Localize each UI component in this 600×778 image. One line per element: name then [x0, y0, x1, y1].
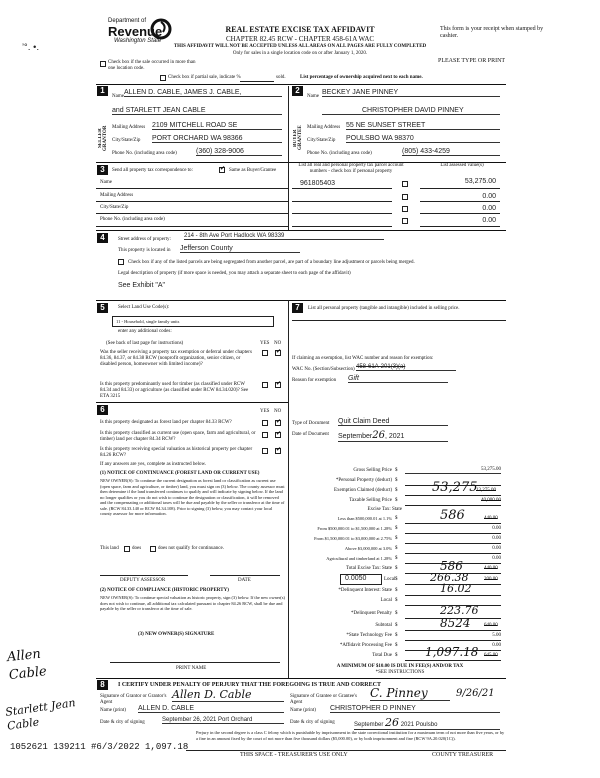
interest-label: *Delinquent Interest: State: [338, 588, 392, 593]
certify-statement: I CERTIFY UNDER PENALTY OF PERJURY THAT THE FOREGOING IS TRUE AND CORRECT: [118, 682, 381, 688]
doc-date-month: September: [338, 433, 373, 440]
subtotal-hand: 8524: [440, 616, 471, 630]
located-in: Jefferson County: [180, 245, 300, 253]
tier1-dollar: $: [395, 516, 398, 521]
notice2-title: (2) NOTICE OF COMPLIANCE (HISTORIC PROPERTY): [100, 588, 229, 593]
seller-phone: (360) 328-9006: [196, 148, 282, 156]
grantee-date-day: 26: [385, 716, 400, 729]
form-warning: THIS AFFIDAVIT WILL NOT BE ACCEPTED UNLESS ALL AREAS ON ALL PAGES ARE FULLY COMPLETED: [173, 44, 427, 49]
value-rule-2: [420, 213, 500, 214]
value-0: 53,275.00: [464, 178, 496, 185]
claiming-exemption-label: If claiming an exemption, list WAC number and reason for exemption:: [292, 356, 434, 361]
doc-date-label: Date of Document: [292, 432, 329, 437]
assessor-date-line: [210, 575, 280, 576]
taxable-struck: 40,000.00: [481, 498, 501, 503]
s5-q2-yes[interactable]: [262, 382, 268, 388]
land-use-label: Select Land Use Code(s):: [118, 305, 170, 310]
buyer-name-line2: CHRISTOPHER DAVID PINNEY: [322, 107, 500, 115]
tier2-dollar: $: [395, 526, 398, 531]
tier4-line: [405, 553, 501, 554]
buyer-city-label: City/State/Zip: [307, 138, 336, 143]
reason-label: Reason for exemption: [292, 378, 337, 383]
value-3: 0.00: [482, 217, 496, 224]
s3-city-label: City/State/Zip: [100, 205, 129, 210]
deputy-assessor-line: [100, 575, 188, 576]
see-back-label: (See back of last page for instructions): [106, 341, 184, 346]
seller-phone-label: Phone No. (including area code): [112, 151, 177, 156]
local-label: Local: [384, 577, 396, 582]
local-dollar: $: [395, 577, 398, 582]
revenue-swirl-icon: [150, 18, 172, 40]
tier1-label: Less than $500,000.01 at 1.1%: [337, 516, 392, 521]
parcel-2-personal-checkbox[interactable]: [402, 206, 408, 212]
subtotal-label: Subtotal: [375, 623, 392, 628]
value-rule-3: [420, 226, 500, 227]
ag-dollar: $: [395, 556, 398, 561]
grantee-name: CHRISTOPHER D PINNEY: [330, 705, 500, 713]
exemption-line: [405, 495, 501, 496]
exemption-struck: 13,275.00: [476, 488, 496, 493]
see-instructions: *SEE INSTRUCTIONS: [375, 670, 425, 675]
interest-line: [405, 595, 501, 596]
perjury-note: Perjury in the second degree is a class C felony which is punishable by imprisonment in the state correctional institution for a maximum term of not more than five years, or by a fine in an amount fixed by the court of not more than five thousand dollars ($5,000.00), or by both imprisonment and fine (RCW 9A.20.020(1C)).: [196, 730, 505, 741]
margin-signature-2: Starlett Jean Cable: [4, 696, 77, 733]
taxable-line: [405, 505, 501, 506]
ag-label: Agricultural and timberland at 1.28%: [326, 556, 392, 561]
enter-additional-label: enter any additional codes:: [118, 329, 172, 334]
s6-no-header: NO: [274, 409, 282, 414]
wac-value: 458-61A-201(3)(a): [356, 364, 456, 371]
total-due-struck: 645.00: [484, 653, 498, 658]
sig-grantee: C. Pinney: [370, 686, 450, 701]
seller-side-label: SELLER GRANTOR: [98, 125, 108, 151]
s5-q1: Was the seller receiving a property tax exemption or deferral under chapters 84.36, 84.37, or 84.38 RCW (nonprofit organization, senior citizen, or disabled person, homeowner with limited income)?: [100, 350, 252, 367]
gross-value: 53,275.00: [405, 467, 501, 474]
local-rate: 0.0050: [345, 575, 367, 582]
assessed-header: List assessed value(s): [440, 163, 484, 168]
buyer-phone-label: Phone No. (including area code): [307, 151, 372, 156]
s3-rule-3: [96, 213, 288, 214]
treasurer-space: THIS SPACE - TREASURER'S USE ONLY: [240, 752, 348, 758]
new-owner-sig-label: (3) NEW OWNER(S) SIGNATURE: [138, 632, 215, 637]
s6-q3: Is this property receiving special valuation as historical property per chapter 84.26 RCW?: [100, 447, 253, 458]
section-1-top-rule: [96, 84, 506, 85]
buyer-mailing-label: Mailing Address: [307, 125, 341, 130]
section-5-number: 5: [97, 303, 108, 313]
section-1-number: 1: [97, 86, 108, 96]
grantee-date-month: September: [354, 722, 384, 728]
buyer-city: POULSBO WA 98370: [346, 135, 500, 143]
s3-mailing-label: Mailing Address: [100, 193, 134, 198]
partial-sale-checkbox[interactable]: [160, 75, 166, 81]
interest-state-hand: 16.02: [440, 582, 472, 595]
parcel-header: List all real and personal property tax parcel account numbers - check box if personal property: [298, 163, 404, 174]
tier3-value: 0.00: [492, 536, 501, 541]
s3-rule-4: [96, 226, 288, 227]
s5-no-header: NO: [274, 341, 282, 346]
form-chapter: CHAPTER 82.45 RCW - CHAPTER 458-61A WAC: [225, 35, 375, 43]
print-name-label: PRINT NAME: [176, 666, 207, 671]
buyer-side-label: BUYER GRANTEE: [293, 125, 303, 151]
personal-deduct-dollar: $: [395, 478, 398, 483]
s6-if-yes: If any answers are yes, complete as instructed below.: [100, 462, 207, 467]
s6-q1-yes[interactable]: [262, 420, 268, 426]
notice1-body: NEW OWNER(S): To continue the current designation as forest land or classification as current use (open space, farm and agriculture, or timber) land, you must sign on (3) below. The county assessor must then determine if the land transferred continues to qualify and will indicate by signing below. If the land no longer qualifies or you do not wish to continue the designation or classification, it will be removed and the compensating or additional taxes will be due and payable by the seller or transferor at the time of sale. (RCW 84.33.140 or RCW 84.34.108). Prior to signing (3) below, you may contact your local county assessor for more information.: [100, 478, 285, 516]
logo-revenue: Revenue: [108, 24, 163, 39]
tier3-label: From $1,500,000.01 to $3,000,000 at 2.75%: [314, 536, 392, 541]
this-land-label: This land: [100, 546, 119, 551]
notice1-title: (1) NOTICE OF CONTINUANCE (FOREST LAND OR CURRENT USE): [100, 471, 260, 476]
total-state-hand: 586: [440, 559, 463, 573]
total-due-hand: 1,097.18: [425, 645, 479, 659]
minimum-note: A MINIMUM OF $10.00 IS DUE IN FEE(S) AND/OR TAX: [336, 664, 464, 669]
s6-q3-no-check-icon: ✔: [276, 447, 282, 453]
stamp-marks: ’°․ •․: [22, 42, 40, 52]
s6-q2-yes[interactable]: [262, 432, 268, 438]
section-6-top-rule: [96, 402, 288, 403]
total-due-line: [405, 660, 501, 661]
wac-label: WAC No. (Section/Subsection): [292, 367, 355, 372]
grantor-name: ALLEN D. CABLE: [138, 705, 284, 713]
same-as-buyer-check-icon: ✔: [220, 166, 226, 172]
multi-location-label: Check box if the sale occurred in more than one location code.: [108, 60, 196, 71]
s3-rule-2: [96, 201, 288, 202]
land-does-not-checkbox[interactable]: [150, 546, 156, 552]
subtotal-struck: 640.00: [484, 623, 498, 628]
section-4-number: 4: [97, 233, 108, 243]
grantor-date: September 26, 2021 Port Orchard: [162, 717, 284, 724]
seller-city: PORT ORCHARD WA 98366: [152, 135, 282, 143]
send-to-label: Send all property tax correspondence to:: [112, 168, 193, 173]
tier3-line: [405, 543, 501, 544]
doc-date-day: 26: [372, 430, 385, 441]
doc-type-label: Type of Document: [292, 421, 330, 426]
penalty-label: *Delinquent Penalty: [351, 611, 392, 616]
section-8-top-rule: [96, 678, 506, 679]
logo-dept-of: Department of: [108, 18, 147, 24]
grantee-date-rest: 2021 Poulsbo: [400, 722, 438, 728]
parcel-0-personal-checkbox[interactable]: [402, 181, 408, 187]
sig-grantee-label: Signature of Grantee or Grantee's Agent: [290, 694, 357, 705]
grantee-date: [354, 716, 500, 730]
buyer-mailing: 55 NE SUNSET STREET: [346, 122, 500, 130]
interest-dollar: $: [395, 588, 398, 593]
multi-location-checkbox[interactable]: [100, 61, 106, 67]
s6-q3-yes[interactable]: [262, 448, 268, 454]
partial-sale-sold: sold.: [276, 75, 286, 80]
section-5-top-rule: [96, 300, 506, 301]
assessor-date-label: DATE: [238, 578, 251, 583]
tier4-dollar: $: [395, 546, 398, 551]
parcel-rule-3: [292, 226, 392, 227]
doc-date: [338, 430, 448, 442]
s5-q1-yes[interactable]: [262, 350, 268, 356]
land-use-select[interactable]: [112, 316, 274, 327]
section-7-number: 7: [292, 303, 303, 313]
section-3-number: 3: [97, 165, 108, 175]
reason-value: Gift: [348, 375, 448, 383]
land-use-value: 11 - Household, single family units: [116, 319, 180, 324]
tech-fee-label: *State Technology Fee: [346, 633, 392, 638]
seller-mailing-label: Mailing Address: [112, 125, 146, 130]
parcel-0: 961805403: [300, 180, 336, 187]
s6-q2: Is this property classified as current use (open space, farm and agricultural, or timber) land per chapter 84.34 RCW?: [100, 431, 256, 442]
gross-label: Gross Selling Price: [353, 468, 392, 473]
affidavit-fee-label: *Affidavit Processing Fee: [339, 643, 392, 648]
street-address: 214 - 8th Ave Port Hadlock WA 98339: [184, 233, 384, 240]
value-2: 0.00: [482, 205, 496, 212]
buyer-name-label: Name: [307, 94, 319, 99]
total-due-label: Total Due: [372, 653, 392, 658]
s5-q2: Is this property predominantly used for timber (as classified under RCW 84.34 and 84.33) or agriculture (as classified under RCW 84.34.020)? See ETA 3215: [100, 382, 249, 399]
tier1-line: [405, 523, 501, 524]
tier1-struck: 440.00: [484, 516, 498, 521]
parcel-1-personal-checkbox[interactable]: [402, 194, 408, 200]
notice2-body: NEW OWNER(S): To continue special valuation as historic property, sign (3) below. If the new owner(s) does not wish to continue, all additional tax calculated pursuant to chapter 84.26 RCW, shall be due and payable by the seller or transferor at the time of sale.: [100, 595, 285, 611]
tier2-line: [405, 533, 501, 534]
partial-sale-label: Check box if partial sale, indicate %: [168, 75, 241, 80]
section-2-number: 2: [292, 86, 303, 96]
located-in-label: This property is located in: [118, 248, 171, 253]
logo-state: Washington State: [114, 38, 162, 44]
taxable-dollar: $: [395, 498, 398, 503]
form-title: REAL ESTATE EXCISE TAX AFFIDAVIT: [225, 25, 375, 34]
tier2-label: From $500,000.01 to $1,500,000 at 1.28%: [317, 526, 392, 531]
grantee-name-label: Name (print): [290, 708, 316, 713]
grantee-date-label: Date & city of signing: [290, 720, 335, 725]
footer-rule: [186, 750, 506, 751]
penalty-hand: 223.76: [440, 604, 479, 617]
sig-grantee-date: 9/26/21: [456, 688, 495, 699]
type-or-print: PLEASE TYPE OR PRINT: [438, 58, 506, 64]
segregated-label: Check box if any of the listed parcels are being segregated from another parcel, are part of a boundary line adjustment or parcels being merged.: [128, 260, 415, 265]
tier3-dollar: $: [395, 536, 398, 541]
section-8-number: 8: [97, 680, 108, 690]
section-6-number: 6: [97, 405, 108, 415]
sig-grantor: Allen D. Cable: [172, 688, 284, 702]
tech-fee-dollar: $: [395, 633, 398, 638]
s3-name-label: Name: [100, 180, 112, 185]
section-1-2-divider: [288, 86, 289, 162]
personal-property-rule: [292, 320, 506, 321]
margin-signature-1: Allen Cable: [6, 646, 48, 684]
s3-divider: [288, 162, 289, 230]
local-hand: 266.38: [430, 571, 469, 584]
s3-phone-label: Phone No. (including area code): [100, 217, 165, 222]
affidavit-fee-dollar: $: [395, 643, 398, 648]
excise-label: Excise Tax: State: [367, 507, 402, 512]
s6-q1: Is this property designated as forest land per chapter 84.33 RCW?: [100, 420, 232, 425]
tier4-value: 0.00: [492, 546, 501, 551]
parcel-rule-2: [292, 213, 392, 214]
penalty-dollar: $: [395, 611, 398, 616]
street-label: Street address of property:: [118, 237, 171, 242]
total-due-dollar: $: [395, 653, 398, 658]
tier1-hand: 586: [440, 508, 465, 523]
exemption-dollar: $: [395, 488, 398, 493]
land-does-checkbox[interactable]: [124, 546, 130, 552]
total-state-struck: 440.00: [484, 566, 498, 571]
s6-yes-header: YES: [260, 409, 270, 414]
seller-name-line2: and STARLETT JEAN CABLE: [112, 107, 282, 115]
parcel-rule-1: [292, 201, 392, 202]
value-1: 0.00: [482, 193, 496, 200]
seller-name-label: Name: [112, 94, 124, 99]
subtotal-line: [405, 630, 501, 631]
land-does-label: does: [132, 546, 142, 551]
see-exhibit: See Exhibit "A": [118, 282, 165, 289]
seller-name-line1: ALLEN D. CABLE, JAMES J. CABLE,: [124, 89, 282, 97]
same-as-buyer-label: Same as Buyer/Grantee: [229, 168, 277, 173]
affidavit-fee-value: 0.00: [492, 643, 501, 648]
value-rule-1: [420, 201, 500, 202]
doc-type: Quit Claim Deed: [338, 418, 448, 426]
value-rule-0: [420, 188, 500, 189]
interest-local-dollar: $: [395, 598, 398, 603]
print-name-line: [110, 662, 280, 663]
total-state-label: Total Excise Tax: State: [345, 566, 392, 571]
seller-mailing: 2109 MITCHELL ROAD SE: [152, 122, 282, 130]
personal-deduct-label: *Personal Property (deduct): [335, 478, 392, 483]
ownership-note: List percentage of ownership acquired next to each name.: [300, 75, 423, 80]
buyer-name-line1: BECKEY JANE PINNEY: [322, 89, 500, 97]
county-treasurer: COUNTY TREASURER: [432, 752, 494, 758]
legal-desc-label: Legal description of property (if more space is needed, you may attach a separate sheet to each page of the affidavit): [118, 271, 351, 276]
gross-dollar: $: [395, 468, 398, 473]
partial-sale-line: [240, 81, 274, 82]
receipt-stamp: 1052621 139211 #6/3/2022 1,097.18: [10, 742, 189, 752]
receipt-note: This form is your receipt when stamped by cashier.: [440, 26, 544, 39]
exemption-hand: 53,275: [432, 480, 478, 495]
form-location-note: Only for sales in a single location code on or after January 1, 2020.: [232, 51, 368, 56]
section-4-top-rule: [96, 230, 506, 231]
s5-q2-no-check-icon: ✔: [276, 381, 282, 387]
s5-q1-no-check-icon: ✔: [276, 349, 282, 355]
local-rate-box: [340, 574, 382, 585]
grantor-name-label: Name (print): [100, 708, 126, 713]
land-does-not-label: does not qualify for continuance.: [158, 546, 224, 551]
grantor-date-label: Date & city of signing: [100, 720, 145, 725]
seller-city-label: City/State/Zip: [112, 138, 141, 143]
parcel-3-personal-checkbox[interactable]: [402, 218, 408, 224]
s3-rule-1: [96, 188, 288, 189]
personal-property-label: List all personal property (tangible and intangible) included in selling price.: [308, 306, 460, 311]
total-state-dollar: $: [395, 566, 398, 571]
s5-s7-divider: [288, 300, 289, 678]
sig-grantor-label: Signature of Grantor or Grantor's Agent: [100, 694, 167, 705]
deputy-assessor-label: DEPUTY ASSESSOR: [120, 578, 166, 583]
doc-date-year: , 2021: [384, 433, 405, 440]
s6-q1-no-check-icon: ✔: [276, 419, 282, 425]
interest-local-label: Local: [380, 598, 392, 603]
tier4-label: Above $3,000,000 at 3.0%: [344, 546, 392, 551]
local-struck: 200.00: [484, 577, 498, 582]
buyer-phone: (805) 433-4259: [402, 148, 500, 156]
subtotal-dollar: $: [395, 623, 398, 628]
tier2-value: 0.00: [492, 526, 501, 531]
taxable-label: Taxable Selling Price: [349, 498, 392, 503]
exemption-label: Exemption Claimed (deduct): [333, 488, 392, 493]
ag-value: 0.00: [492, 556, 501, 561]
segregated-checkbox[interactable]: [118, 259, 124, 265]
parcel-rule-0: [292, 188, 392, 189]
tech-fee-line: [405, 640, 501, 641]
s6-q2-no-check-icon: ✔: [276, 431, 282, 437]
tech-fee-value: 5.00: [492, 633, 501, 638]
s5-yes-header: YES: [260, 341, 270, 346]
